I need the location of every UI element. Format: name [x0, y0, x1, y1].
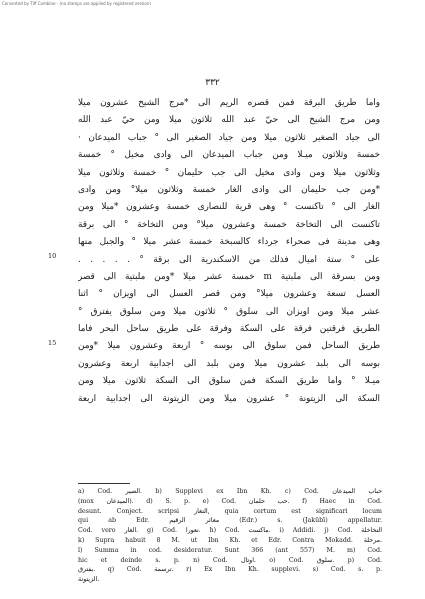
- footnote-line: a) Cod. الصير. b) Supplevi ex Ibn Kh. c) Cod. حباب الميدعان: [78, 488, 382, 495]
- text-line: ومن بسرقة الى ملبتية m خمسة عشر ميلا *ومن ملبتية الى قصر: [78, 271, 380, 282]
- main-text: [78, 95, 380, 408]
- footnote-line: hic et deinde s. p. n) Cod. اوتال. o) Cod. سلوق. p) Cod.: [78, 556, 382, 564]
- watermark-text: Converted by Tiff Combine - (no stamps are applied by registered version): [2, 1, 151, 6]
- text-line: ومن مرج الشيخ الى حيّ عبد الله ثلاثون ميلا ومن حيّ عبد الله: [78, 115, 380, 126]
- footnote-line: qui ab Edr. مغائر الرقيم (Edr.) s. (Jakūbī) appellatur.: [78, 517, 382, 525]
- footnote-line: desunt. Conject. scripsi التغار, quia certum est significari locum: [78, 507, 382, 515]
- footnote-line: Cod. vero الغار. g) Cod. نعورا. h) Cod. ماكست. i) Addidi. j) Cod. التخاخلة: [78, 527, 382, 535]
- text-line: عشر ميلا ومن اويزان الى سلوق ° ثلاثون ميلا ومن سلوق يفترق °: [78, 306, 380, 317]
- text-line: خمسة وثلاثون ميـلا ومن جباب الميدعان الى وادى مخيل ° خمسة: [78, 150, 380, 161]
- text-line: الى جياد الصغير ثلاثون ميلا ومن جياد الصغير الى ° جباب الميدعان ·: [78, 132, 380, 143]
- footnote-divider: [78, 483, 130, 484]
- text-line: واما طريق البرقة فمن قصره الريم الى *مرج الشيخ عشرون ميلا: [78, 98, 380, 108]
- line-number-10: 10: [48, 252, 57, 260]
- footnotes: [78, 487, 382, 585]
- text-line: الغار الى ° تاكنست ° وهى قرية للنصارى خمسة وعشرون *ميلا ومن: [78, 202, 380, 213]
- text-line: تاكنست الى التخاخة خمسة وعشرون ميلا° ومن التخاخة ° الى برقة: [78, 219, 380, 230]
- text-line: طريق الساحل فمن سلوق الى بوسه ° اربعة وعشرون ميلا *ومن: [78, 341, 380, 352]
- text-line: على ° ستة اميال فذلك من الاسكندرية الى برقة ° . . . . .: [78, 254, 380, 265]
- footnote-line: (mox الميدعان). d) S. p. e) Cod. حب حلمان. f) Haec in Cod.: [78, 497, 382, 505]
- footnote-line: يفترق. q) Cod. ترسمة. r) Ex Ibn Kh. supplevi. s) Cod. s. p.: [78, 566, 382, 574]
- text-line: العسل تسعة وعشرون ميلا° ومن قصر العسل الى اويزان ° اثنا: [78, 289, 380, 300]
- text-line: الطريق فرقتين فرقة على السكة وفرقة على طريق ساحل البحر فاما: [78, 324, 380, 335]
- text-line: وثلاثون ميلا ومن وادى مخيل الى جب حليمان ° خمسة وثلاثون ميلا: [78, 167, 380, 178]
- footnote-line: k) Supra habuit 8 M. ut Ibn Kh. et Edr. Contra Mokadd. مرحلة.: [78, 536, 382, 544]
- text-line: بوسه الى بلبد عشرون ميلا ومن بلبد الى اجدابية اربعة وعشرون: [78, 358, 380, 369]
- footnote-line: l) Summa in cod. desideratur. Sunt 366 (ant 557) M. m) Cod.: [78, 546, 382, 554]
- text-line: وهى مدينة فى صحراء جرداء كالسبخة خمسة عشر ميلا ° والجبل منها: [78, 237, 380, 248]
- line-number-15: 15: [48, 339, 57, 347]
- footnote-line: الزيتونة.: [78, 576, 100, 584]
- text-line: السكة الى الزيتونة ° عشرون ميلا ومن الزيتونة الى اجدابية اربعة: [78, 393, 380, 404]
- page-number: ٣٣٢: [205, 78, 220, 88]
- text-line: *ومن جب حليمان الى وادى الغار خمسة وثلاثون ميلا° ومن وادى: [78, 184, 380, 195]
- text-line: ميـلا ° واما طريق السكة فمن سلوق الى السكة ثلاثون ميلا ومن: [78, 376, 380, 387]
